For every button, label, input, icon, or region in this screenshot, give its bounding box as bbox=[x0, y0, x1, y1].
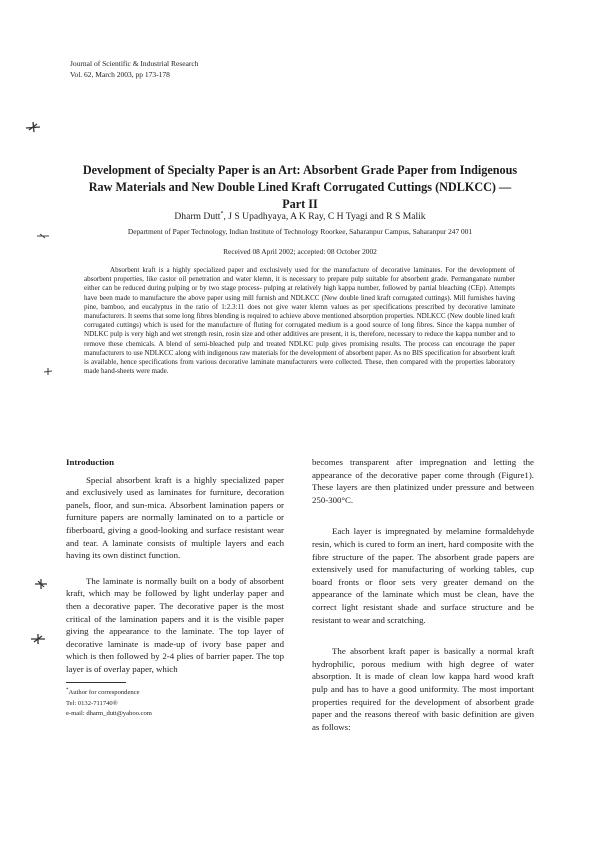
footnote bbox=[66, 686, 152, 720]
journal-header bbox=[70, 58, 199, 80]
paragraph: Special absorbent kraft is a highly specialized paper and exclusively used as laminates for furniture, decoration panels, floor, and sun-mica. Absorbent lamination papers or furniture papers are normally laminated on to a particle or fiberboard, giving a good-looking and surface resistant wear and tear. A laminate consists of multiple layers and each having its own distinct function. bbox=[66, 474, 284, 561]
scan-mark-icon bbox=[36, 232, 50, 240]
scan-mark-icon bbox=[30, 633, 46, 645]
paragraph: The laminate is normally built on a body of absorbent kraft, which may be followed by light underlay paper and then a decorative paper. The decorative paper is the most critical of the lamination papers and it is the visible paper giving the appearance to the laminate. The top layer of decorative laminate is made-up of ivory base paper and which is then followed by 2-4 plies of barrier paper. The top layer is of overlay paper, which bbox=[66, 575, 284, 674]
paragraph-text: becomes transparent after impregnation and letting the appearance of the decorative paper come through (Figure1). These layers are then platinized under pressure and between 250-300 bbox=[312, 457, 534, 505]
journal-name: Journal of Scientific & Industrial Research bbox=[70, 59, 199, 68]
author-list bbox=[80, 211, 520, 222]
footnote-mark: * bbox=[66, 688, 69, 693]
paragraph: The absorbent kraft paper is basically a normal kraft hydrophilic, porous medium with high degree of water absorption. It is made of clean low kappa hard wood kraft pulp and has to have a good uniformity. The most important properties required for the development of absorbent grade paper and the reasons thereof with basic definition are given as follows: bbox=[312, 646, 534, 732]
first-author: Dharm Dutt bbox=[174, 211, 221, 223]
journal-volume: Vol. 62, March 2003, pp 173-178 bbox=[70, 70, 170, 79]
received-dates: Received 08 April 2002; accepted: 08 October 2002 bbox=[223, 247, 377, 256]
abstract: Absorbent kraft is a highly specialized paper and exclusively used for the manufacture of decorative laminates. For the development of absorbent properties, like castor oil penetration and water klemn, it is necessary to prepare pulp suitable for absorbent grade. Permanganate number either can be reduced during pulping or by two stage process- pulping at relatively high kappa number, followed by partial bleaching (CEp). Attempts have been made to manufacture the above paper using mill furnish and NDLKCC (New double lined kraft corrugated cuttings). Mill furnishes having pine, bamboo, and eucalyptus in the ratio of 1:2.3:11 does not give water klemn values as per specifications prescribed by decorative laminate manufacturers. It seems that some long fibres blending is required to achieve above mentioned absorption properties. NDLKCC (New double lined kraft corrugated cuttings) which is used for the manufacture of fluting for corrugated medium is a good source of long fibres. Since the kappa number of NDLKC pulp is very high and wet strength resin, rosin size and other additives are present, it is, therefore, necessary to reduce the kappa number and to remove these chemicals. A blend of semi-bleached pulp and treated NDLKC pulp gives promising results. The process can encourage the paper manufacturers to use NDLKCC along with indigenous raw materials for the development of absorbent paper. As no BIS specification for absorbent kraft is available, hence specifications from various decorative laminate manufacturers were collected. These, then compared with the properties laboratory made hand-sheets were made. bbox=[84, 266, 515, 376]
footnote-divider bbox=[66, 682, 126, 683]
scan-mark-icon bbox=[42, 366, 54, 376]
section-heading-introduction: Introduction bbox=[66, 457, 114, 467]
footnote-email: e-mail: dharm_dutt@yahoo.com bbox=[66, 710, 152, 718]
scan-mark-icon bbox=[34, 578, 48, 590]
paragraph: Each layer is impregnated by melamine formaldehyde resin, which is cured to form an inert, hard composite with the fibre structure of the paper. The absorbent grade papers are extensively used for manufacturing of working tables, cup board fronts or floor sets very greater demand on the appearance of the laminate which must be clean, have the correct light resistant shade and surface structure and be resistant to wear and scratching. bbox=[312, 526, 534, 625]
right-column bbox=[312, 456, 534, 733]
scan-mark-icon bbox=[24, 120, 42, 134]
other-authors: , J S Upadhyaya, A K Ray, C H Tyagi and R S Malik bbox=[223, 211, 426, 223]
paragraph bbox=[312, 456, 534, 506]
footnote-phone: Tel: 0132-711740® bbox=[66, 699, 118, 707]
temperature-unit: °C. bbox=[341, 494, 354, 505]
footnote-line: Author for correspondence bbox=[68, 689, 140, 697]
corresponding-mark: * bbox=[220, 211, 224, 217]
left-column bbox=[66, 456, 284, 676]
affiliation: Department of Paper Technology, Indian Institute of Technology Roorkee, Saharanpur Campus, Saharanpur 247 001 bbox=[127, 227, 473, 236]
paper-title: Development of Specialty Paper is an Art: Absorbent Grade Paper from Indigenous Raw Materials and New Double Lined Kraft Corrugated Cuttings (NDLKCC) — Part II bbox=[82, 163, 518, 211]
